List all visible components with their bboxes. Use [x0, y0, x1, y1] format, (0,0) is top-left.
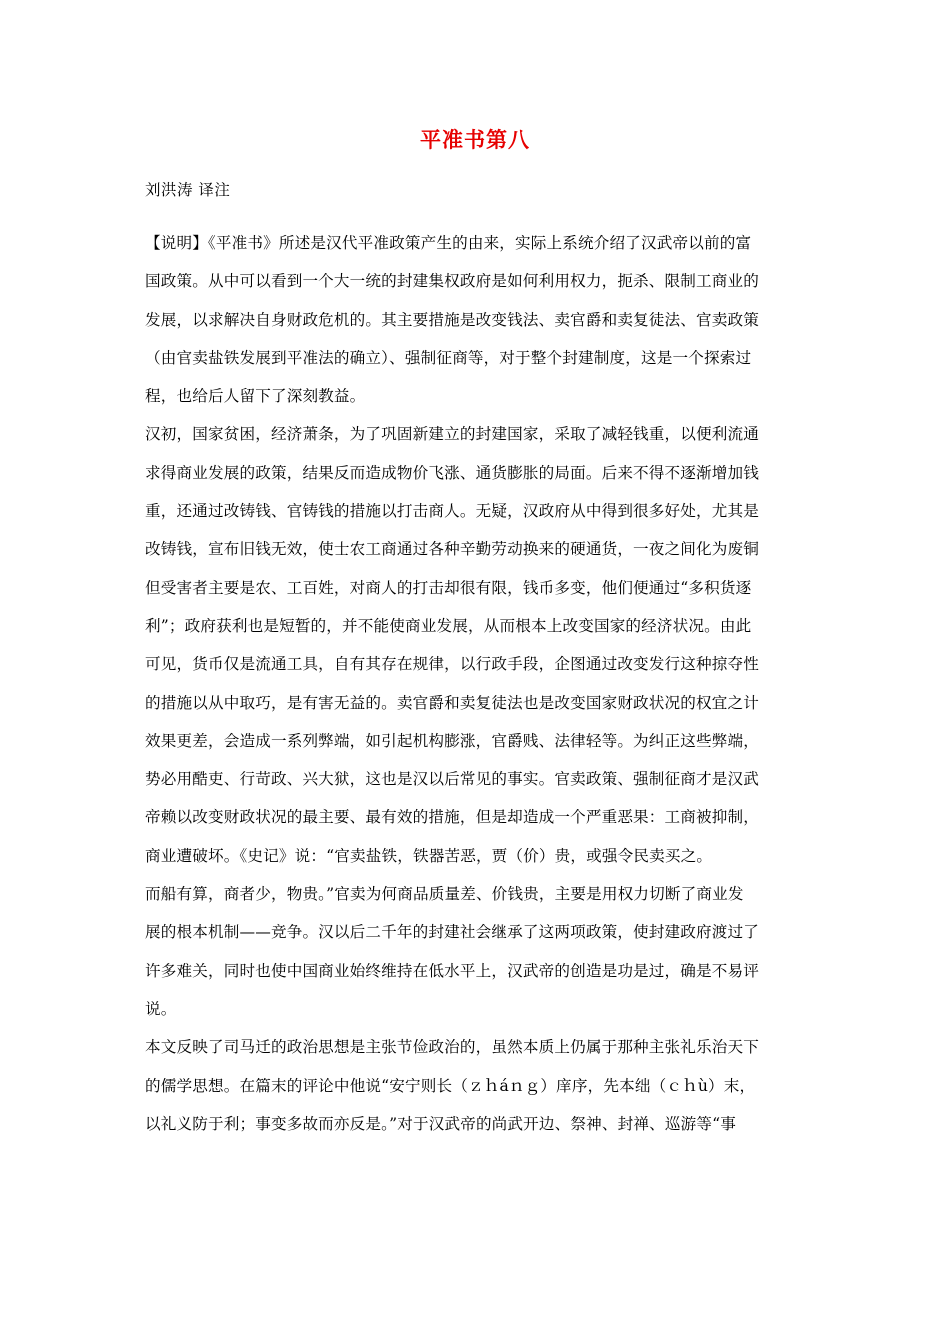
- body-line: 以礼义防于利；事变多故而亦反是。”对于汉武帝的尚武开边、祭神、封禅、巡游等“事: [145, 1114, 736, 1133]
- body-line: 但受害者主要是农、工百姓，对商人的打击却很有限，钱币多变，他们便通过“多积货逐: [145, 578, 752, 597]
- document-author: 刘洪涛 译注: [145, 181, 231, 199]
- body-line: 的儒学思想。在篇末的评论中他说“安宁则长（ｚｈáｎｇ）庠序，先本绌（ｃｈù）末，: [145, 1076, 756, 1095]
- body-line: 重，还通过改铸钱、官铸钱的措施以打击商人。无疑，汉政府从中得到很多好处，尤其是: [145, 502, 760, 521]
- body-line: 汉初，国家贫困，经济萧条，为了巩固新建立的封建国家，采取了减轻钱重，以便利流通: [145, 425, 760, 444]
- body-line: 可见，货币仅是流通工具，自有其存在规律，以行政手段，企图通过改变发行这种掠夺性: [145, 655, 760, 674]
- body-line: 的措施以从中取巧，是有害无益的。卖官爵和卖复徒法也是改变国家财政状况的权宜之计: [145, 693, 760, 712]
- body-line: 利”；政府获利也是短暂的，并不能使商业发展，从而根本上改变国家的经济状况。由此: [145, 616, 752, 635]
- body-line: 改铸钱，宣布旧钱无效，使士农工商通过各种辛勤劳动换来的硬通货，一夜之间化为废铜: [145, 540, 760, 559]
- body-line: （由官卖盐铁发展到平准法的确立）、强制征商等，对于整个封建制度，这是一个探索过: [145, 348, 752, 367]
- body-line: 发展，以求解决自身财政危机的。其主要措施是改变钱法、卖官爵和卖复徒法、官卖政策: [145, 310, 760, 329]
- body-line: 展的根本机制——竞争。汉以后二千年的封建社会继承了这两项政策，使封建政府渡过了: [145, 923, 760, 942]
- body-line: 求得商业发展的政策，结果反而造成物价飞涨、通货膨胀的局面。后来不得不逐渐增加钱: [145, 463, 760, 482]
- body-line: 【说明】《平准书》所述是汉代平准政策产生的由来，实际上系统介绍了汉武帝以前的富: [145, 234, 752, 252]
- body-line: 帝赖以改变财政状况的最主要、最有效的措施，但是却造成一个严重恶果：工商被抑制，: [145, 808, 760, 827]
- body-line: 国政策。从中可以看到一个大一统的封建集权政府是如何利用权力，扼杀、限制工商业的: [145, 272, 760, 291]
- document-title: 平准书第八: [420, 127, 530, 152]
- document-body: [145, 224, 815, 1143]
- body-line: 商业遭破坏。《史记》说：“官卖盐铁，铁器苦恶，贾（价）贵，或强令民卖买之。: [145, 846, 713, 865]
- body-line: 效果更差，会造成一系列弊端，如引起机构膨涨，官爵贱、法律轻等。为纠正这些弊端，: [145, 731, 760, 750]
- body-line: 而船有算，商者少，物贵。”官卖为何商品质量差、价钱贵，主要是用权力切断了商业发: [145, 885, 744, 904]
- body-line: 本文反映了司马迁的政治思想是主张节俭政治的，虽然本质上仍属于那种主张礼乐治天下: [145, 1038, 760, 1057]
- body-line: 程，也给后人留下了深刻教益。: [145, 387, 366, 406]
- body-line: 许多难关，同时也使中国商业始终维持在低水平上，汉武帝的创造是功是过，确是不易评: [145, 961, 760, 980]
- body-line: 说。: [145, 999, 177, 1018]
- body-line: 势必用酷吏、行苛政、兴大狱，这也是汉以后常见的事实。官卖政策、强制征商才是汉武: [145, 770, 760, 789]
